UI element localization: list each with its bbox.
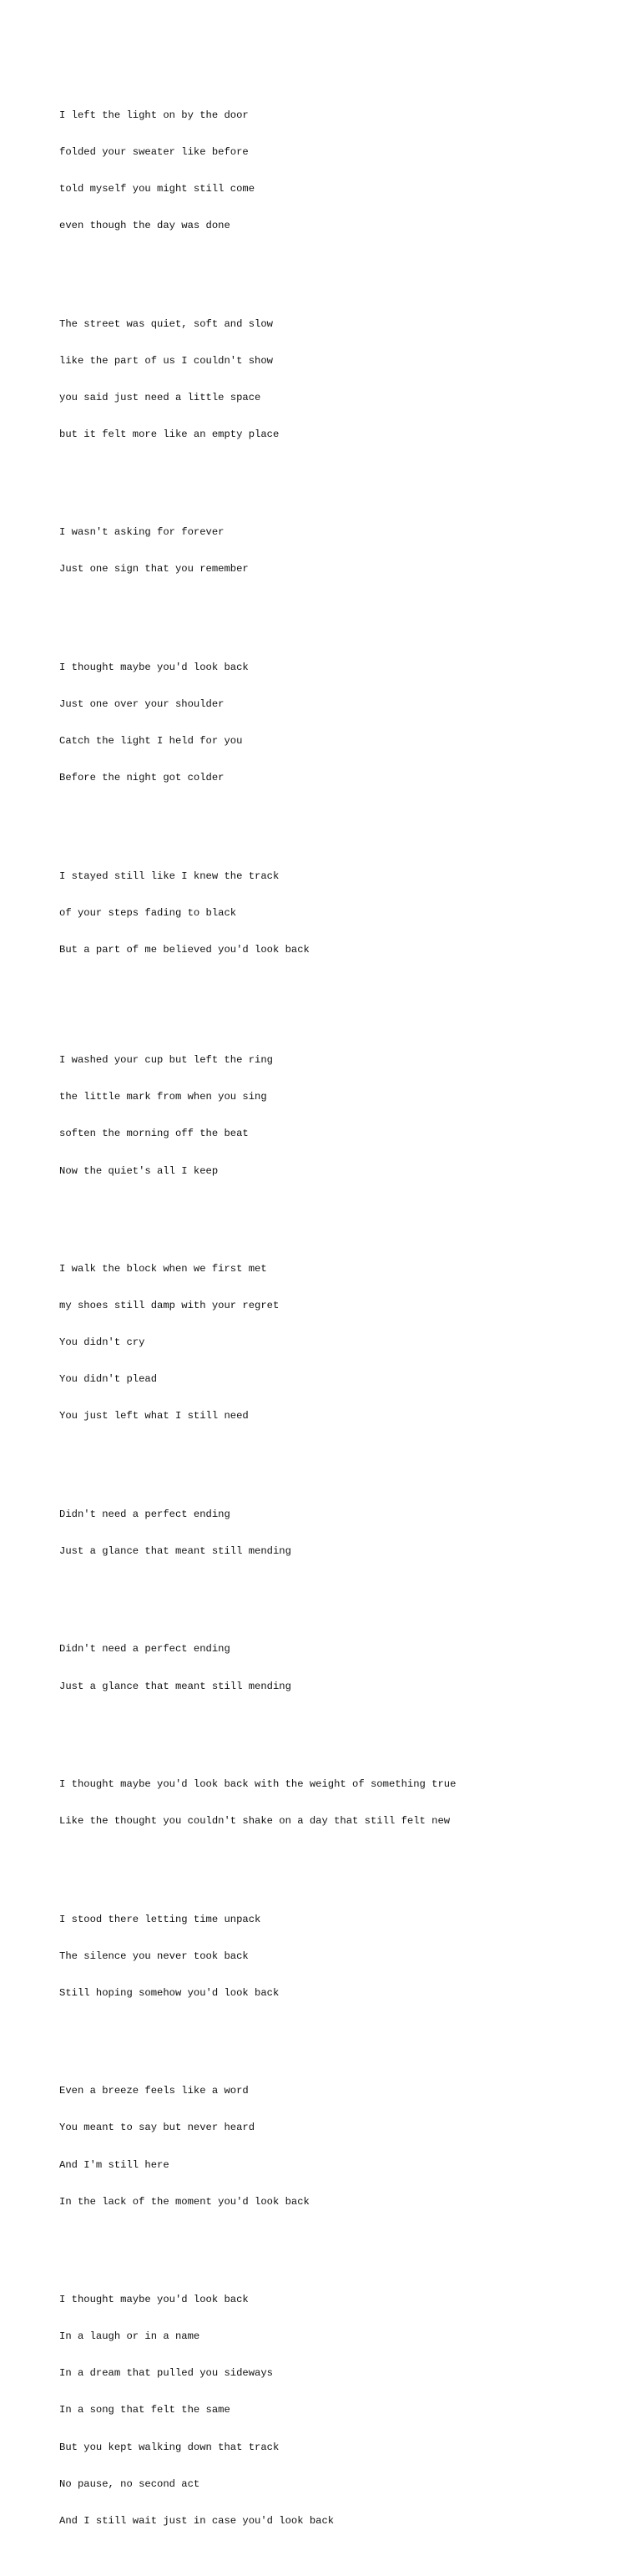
lyric-line: I thought maybe you'd look back with the weight of something true	[59, 1778, 457, 1791]
lyric-line: Didn't need a perfect ending	[59, 1508, 230, 1520]
lyric-line: The street was quiet, soft and slow	[59, 317, 273, 330]
lyric-line: I stood there letting time unpack	[59, 1913, 261, 1925]
lyric-line: And I still wait just in case you'd look back	[59, 2514, 335, 2527]
stanza-11	[59, 1889, 627, 2024]
lyric-line: I washed your cup but left the ring	[59, 1054, 273, 1067]
lyric-line: In a laugh or in a name	[59, 2330, 200, 2343]
stanza-6	[59, 1030, 627, 1202]
stanza-13	[59, 2269, 627, 2552]
lyric-line: Now the quiet's all I keep	[59, 1164, 219, 1177]
lyric-line: even though the day was done	[59, 220, 230, 232]
stanza-2	[59, 293, 627, 465]
lyric-line: You didn't cry	[59, 1336, 145, 1349]
lyric-line: Just a glance that meant still mending	[59, 1680, 291, 1692]
stanza-10	[59, 1754, 627, 1853]
lyric-line: I thought maybe you'd look back	[59, 2294, 249, 2306]
lyric-line: my shoes still damp with your regret	[59, 1300, 280, 1312]
lyric-line: In a dream that pulled you sideways	[59, 2367, 273, 2380]
lyric-line: I thought maybe you'd look back	[59, 661, 249, 673]
lyric-line: soften the morning off the beat	[59, 1128, 249, 1140]
lyrics-document	[59, 60, 627, 2576]
lyric-line: No pause, no second act	[59, 2477, 200, 2490]
lyric-line: But a part of me believed you'd look back	[59, 943, 310, 956]
lyric-line: but it felt more like an empty place	[59, 428, 280, 440]
lyric-line: told myself you might still come	[59, 183, 255, 195]
lyric-line: I walk the block when we first met	[59, 1263, 267, 1275]
lyric-line: You meant to say but never heard	[59, 2122, 255, 2134]
lyric-line: Before the night got colder	[59, 772, 225, 784]
lyric-line: Like the thought you couldn't shake on a day that still felt new	[59, 1815, 451, 1828]
lyric-line: Catch the light I held for you	[59, 735, 243, 748]
lyric-line: you said just need a little space	[59, 391, 261, 403]
stanza-9	[59, 1619, 627, 1717]
lyric-line: And I'm still here	[59, 2158, 169, 2171]
lyric-line: You didn't plead	[59, 1373, 158, 1386]
lyric-line: I wasn't asking for forever	[59, 526, 225, 539]
stanza-1	[59, 84, 627, 256]
stanza-12	[59, 2061, 627, 2233]
lyric-line: of your steps fading to black	[59, 906, 237, 919]
stanza-5	[59, 845, 627, 981]
lyric-line: like the part of us I couldn't show	[59, 354, 273, 367]
lyric-line: Even a breeze feels like a word	[59, 2085, 249, 2097]
lyric-line: Just a glance that meant still mending	[59, 1544, 291, 1557]
lyric-line: the little mark from when you sing	[59, 1091, 267, 1103]
lyric-line: In the lack of the moment you'd look back	[59, 2195, 310, 2208]
lyric-line: Didn't need a perfect ending	[59, 1643, 230, 1656]
lyric-line: Still hoping somehow you'd look back	[59, 1986, 280, 1999]
lyric-line: Just one sign that you remember	[59, 563, 249, 576]
lyric-line: But you kept walking down that track	[59, 2441, 280, 2453]
lyric-line: I stayed still like I knew the track	[59, 870, 280, 882]
lyric-line: folded your sweater like before	[59, 145, 249, 158]
lyric-line: I left the light on by the door	[59, 109, 249, 121]
lyric-line: You just left what I still need	[59, 1410, 249, 1422]
lyric-line: The silence you never took back	[59, 1950, 249, 1962]
lyric-line: In a song that felt the same	[59, 2404, 230, 2416]
stanza-7	[59, 1239, 627, 1448]
stanza-8	[59, 1483, 627, 1582]
stanza-4	[59, 637, 627, 809]
lyric-line: Just one over your shoulder	[59, 698, 225, 711]
stanza-3	[59, 502, 627, 601]
